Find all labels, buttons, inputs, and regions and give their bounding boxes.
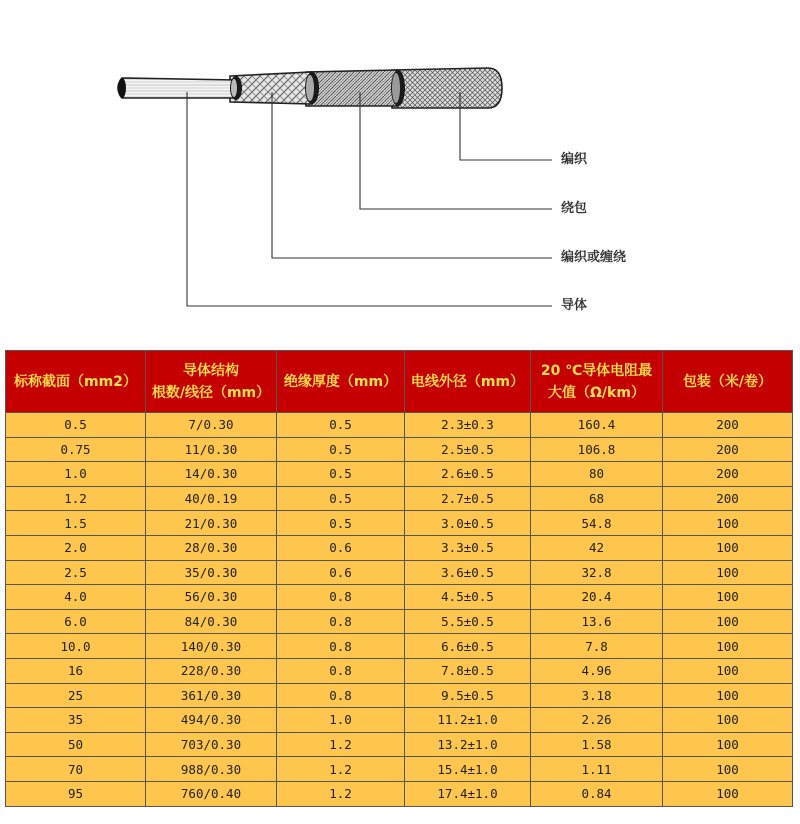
cell-conductor-structure: 56/0.30 bbox=[146, 585, 277, 610]
outer-braid-layer bbox=[392, 68, 502, 108]
cell-outer-diameter: 6.6±0.5 bbox=[405, 634, 531, 659]
cell-outer-diameter: 11.2±1.0 bbox=[405, 708, 531, 733]
cell-cross-section: 1.0 bbox=[6, 462, 146, 487]
cell-outer-diameter: 2.5±0.5 bbox=[405, 437, 531, 462]
leader-line-inner-braid bbox=[272, 92, 552, 258]
cell-insulation-thickness: 0.8 bbox=[277, 609, 405, 634]
cell-insulation-thickness: 0.8 bbox=[277, 683, 405, 708]
cell-packaging: 100 bbox=[663, 708, 793, 733]
cell-outer-diameter: 4.5±0.5 bbox=[405, 585, 531, 610]
cell-outer-diameter: 17.4±1.0 bbox=[405, 781, 531, 806]
table-row bbox=[6, 560, 793, 585]
cell-cross-section: 4.0 bbox=[6, 585, 146, 610]
cell-cross-section: 70 bbox=[6, 757, 146, 782]
cell-cross-section: 2.5 bbox=[6, 560, 146, 585]
cell-resistance: 1.58 bbox=[531, 732, 663, 757]
cell-resistance: 7.8 bbox=[531, 634, 663, 659]
cell-conductor-structure: 361/0.30 bbox=[146, 683, 277, 708]
cell-outer-diameter: 2.6±0.5 bbox=[405, 462, 531, 487]
cell-outer-diameter: 7.8±0.5 bbox=[405, 658, 531, 683]
cell-cross-section: 35 bbox=[6, 708, 146, 733]
cell-insulation-thickness: 0.6 bbox=[277, 560, 405, 585]
header-text-line: 电线外径（mm） bbox=[410, 373, 525, 390]
cell-cross-section: 6.0 bbox=[6, 609, 146, 634]
cell-resistance: 42 bbox=[531, 535, 663, 560]
cell-conductor-structure: 228/0.30 bbox=[146, 658, 277, 683]
cell-packaging: 100 bbox=[663, 634, 793, 659]
cell-conductor-structure: 14/0.30 bbox=[146, 462, 277, 487]
cell-resistance: 54.8 bbox=[531, 511, 663, 536]
table-row bbox=[6, 413, 793, 438]
cell-conductor-structure: 28/0.30 bbox=[146, 535, 277, 560]
wrap-layer bbox=[306, 70, 403, 106]
cell-packaging: 100 bbox=[663, 781, 793, 806]
cell-conductor-structure: 21/0.30 bbox=[146, 511, 277, 536]
header-text-line: 包装（米/卷） bbox=[682, 373, 773, 390]
table-row bbox=[6, 486, 793, 511]
cell-cross-section: 0.75 bbox=[6, 437, 146, 462]
cell-resistance: 32.8 bbox=[531, 560, 663, 585]
cell-packaging: 100 bbox=[663, 732, 793, 757]
cell-conductor-structure: 140/0.30 bbox=[146, 634, 277, 659]
cell-conductor-structure: 35/0.30 bbox=[146, 560, 277, 585]
cell-packaging: 100 bbox=[663, 511, 793, 536]
cell-conductor-structure: 703/0.30 bbox=[146, 732, 277, 757]
cell-insulation-thickness: 0.8 bbox=[277, 658, 405, 683]
cell-resistance: 80 bbox=[531, 462, 663, 487]
callout-inner-braid: 编织或缠绕 bbox=[561, 250, 627, 265]
cell-packaging: 100 bbox=[663, 560, 793, 585]
header-conductor-structure bbox=[146, 351, 277, 413]
cell-packaging: 100 bbox=[663, 585, 793, 610]
table-row bbox=[6, 634, 793, 659]
cell-packaging: 100 bbox=[663, 535, 793, 560]
table-row bbox=[6, 781, 793, 806]
leader-line-conductor bbox=[187, 92, 552, 306]
table-row bbox=[6, 437, 793, 462]
cell-outer-diameter: 2.3±0.3 bbox=[405, 413, 531, 438]
cable-structure-diagram bbox=[0, 0, 800, 340]
cell-cross-section: 1.2 bbox=[6, 486, 146, 511]
header-text-line: 绝缘厚度（mm） bbox=[283, 373, 398, 390]
cell-packaging: 100 bbox=[663, 683, 793, 708]
cell-insulation-thickness: 0.6 bbox=[277, 535, 405, 560]
table-row bbox=[6, 658, 793, 683]
table-row bbox=[6, 683, 793, 708]
header-text-line: 导体结构 bbox=[183, 362, 239, 379]
cell-insulation-thickness: 0.5 bbox=[277, 413, 405, 438]
callout-conductor: 导体 bbox=[561, 298, 588, 313]
cell-packaging: 200 bbox=[663, 413, 793, 438]
header-packaging bbox=[663, 351, 793, 413]
table-row bbox=[6, 609, 793, 634]
cell-resistance: 13.6 bbox=[531, 609, 663, 634]
cell-packaging: 200 bbox=[663, 437, 793, 462]
table-row bbox=[6, 511, 793, 536]
table-row bbox=[6, 757, 793, 782]
cell-resistance: 106.8 bbox=[531, 437, 663, 462]
cell-packaging: 200 bbox=[663, 462, 793, 487]
cell-cross-section: 10.0 bbox=[6, 634, 146, 659]
cell-outer-diameter: 15.4±1.0 bbox=[405, 757, 531, 782]
table-row bbox=[6, 462, 793, 487]
cell-cross-section: 16 bbox=[6, 658, 146, 683]
cell-packaging: 100 bbox=[663, 658, 793, 683]
header-text-line: 大值（Ω/km） bbox=[548, 384, 645, 401]
cell-cross-section: 95 bbox=[6, 781, 146, 806]
cell-conductor-structure: 11/0.30 bbox=[146, 437, 277, 462]
cell-cross-section: 50 bbox=[6, 732, 146, 757]
cell-cross-section: 25 bbox=[6, 683, 146, 708]
cell-conductor-structure: 760/0.40 bbox=[146, 781, 277, 806]
header-text-line: 20 ℃导体电阻最 bbox=[540, 362, 653, 379]
callout-outer-braid: 编织 bbox=[561, 152, 588, 167]
cell-resistance: 4.96 bbox=[531, 658, 663, 683]
cell-conductor-structure: 40/0.19 bbox=[146, 486, 277, 511]
table-row bbox=[6, 708, 793, 733]
cell-cross-section: 1.5 bbox=[6, 511, 146, 536]
cell-insulation-thickness: 0.5 bbox=[277, 486, 405, 511]
cell-insulation-thickness: 0.5 bbox=[277, 511, 405, 536]
table-body bbox=[6, 413, 793, 807]
cell-packaging: 200 bbox=[663, 486, 793, 511]
cell-packaging: 100 bbox=[663, 609, 793, 634]
cell-outer-diameter: 3.6±0.5 bbox=[405, 560, 531, 585]
header-text-line: 根数/线径（mm） bbox=[151, 384, 271, 401]
cell-cross-section: 0.5 bbox=[6, 413, 146, 438]
header-conductor-resistance bbox=[531, 351, 663, 413]
cell-outer-diameter: 3.0±0.5 bbox=[405, 511, 531, 536]
table-row bbox=[6, 535, 793, 560]
cell-outer-diameter: 9.5±0.5 bbox=[405, 683, 531, 708]
cell-resistance: 3.18 bbox=[531, 683, 663, 708]
cell-packaging: 100 bbox=[663, 757, 793, 782]
header-text-line: 标称截面（mm2） bbox=[14, 373, 137, 390]
header-cross-section bbox=[6, 351, 146, 413]
cell-insulation-thickness: 0.8 bbox=[277, 585, 405, 610]
cell-cross-section: 2.0 bbox=[6, 535, 146, 560]
inner-braid-layer bbox=[230, 72, 316, 104]
table-header-row bbox=[6, 351, 793, 413]
table-row bbox=[6, 732, 793, 757]
spec-table bbox=[5, 350, 793, 807]
cell-conductor-structure: 494/0.30 bbox=[146, 708, 277, 733]
cell-insulation-thickness: 1.0 bbox=[277, 708, 405, 733]
cell-resistance: 20.4 bbox=[531, 585, 663, 610]
cell-insulation-thickness: 0.5 bbox=[277, 462, 405, 487]
cell-conductor-structure: 7/0.30 bbox=[146, 413, 277, 438]
cell-outer-diameter: 3.3±0.5 bbox=[405, 535, 531, 560]
cell-resistance: 0.84 bbox=[531, 781, 663, 806]
leader-line-wrap bbox=[360, 92, 552, 209]
cell-insulation-thickness: 1.2 bbox=[277, 757, 405, 782]
callout-wrap: 绕包 bbox=[561, 201, 588, 216]
cell-insulation-thickness: 1.2 bbox=[277, 732, 405, 757]
cell-insulation-thickness: 0.8 bbox=[277, 634, 405, 659]
cell-resistance: 68 bbox=[531, 486, 663, 511]
cell-conductor-structure: 84/0.30 bbox=[146, 609, 277, 634]
cell-insulation-thickness: 0.5 bbox=[277, 437, 405, 462]
header-outer-diameter bbox=[405, 351, 531, 413]
header-insulation-thickness bbox=[277, 351, 405, 413]
cell-conductor-structure: 988/0.30 bbox=[146, 757, 277, 782]
table-row bbox=[6, 585, 793, 610]
cell-outer-diameter: 13.2±1.0 bbox=[405, 732, 531, 757]
cable-illustration bbox=[0, 0, 800, 340]
cell-resistance: 2.26 bbox=[531, 708, 663, 733]
cell-resistance: 160.4 bbox=[531, 413, 663, 438]
conductor bbox=[118, 78, 236, 98]
cell-insulation-thickness: 1.2 bbox=[277, 781, 405, 806]
cell-outer-diameter: 5.5±0.5 bbox=[405, 609, 531, 634]
cell-resistance: 1.11 bbox=[531, 757, 663, 782]
cell-outer-diameter: 2.7±0.5 bbox=[405, 486, 531, 511]
